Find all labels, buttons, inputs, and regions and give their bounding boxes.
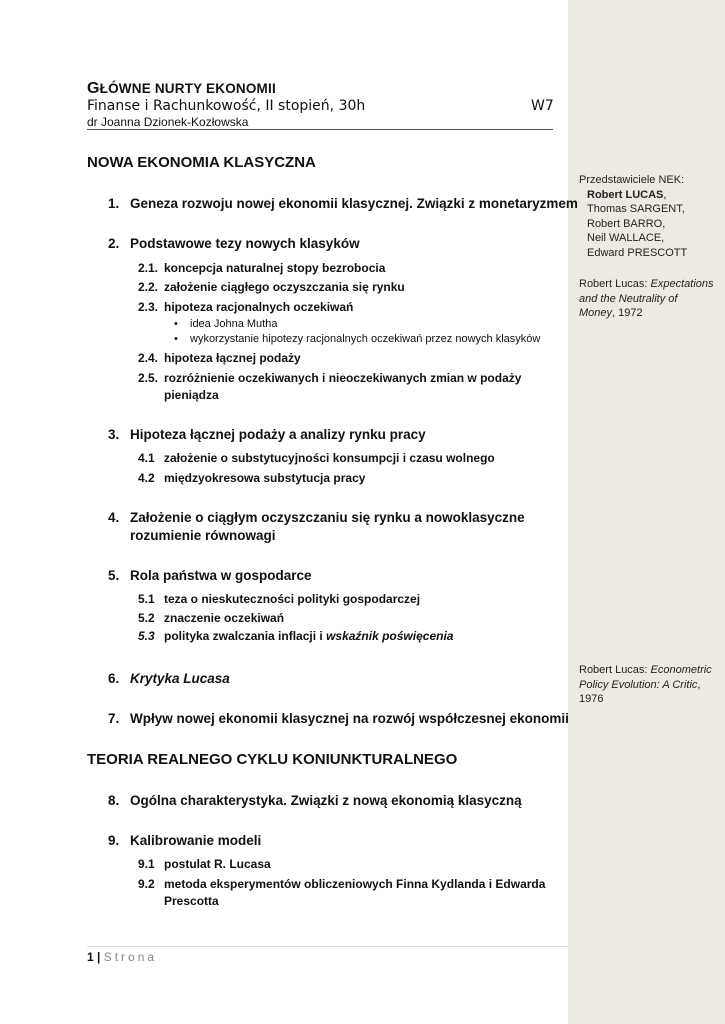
- author-name: dr Joanna Dzionek-Kozłowska: [87, 115, 249, 129]
- section-heading-rbc: TEORIA REALNEGO CYKLU KONIUNKTURALNEGO: [87, 751, 458, 768]
- page-footer: 1 | Strona: [87, 950, 158, 964]
- bullet-icon: •: [174, 318, 178, 330]
- footer-divider: [87, 946, 568, 947]
- page-number: 1: [87, 950, 94, 964]
- reference-note-1972: Robert Lucas: Expectations and the Neutrality of Money, 1972: [579, 278, 714, 320]
- reference-note-1976: Robert Lucas: Econometric Policy Evolution: A Critic, 1976: [579, 664, 712, 706]
- header-divider: [87, 129, 553, 130]
- course-subtitle: Finanse i Rachunkowość, II stopień, 30h: [87, 98, 366, 114]
- page-label: Strona: [103, 950, 158, 964]
- lecture-code: W7: [531, 98, 554, 114]
- course-title: GŁÓWNE NURTY EKONOMII: [87, 80, 276, 97]
- margin-notes-panel: [568, 0, 725, 1024]
- representatives-note: Przedstawiciele NEK: Robert LUCAS, Thomas SARGENT, Robert BARRO, Neil WALLACE, Edward PRESCOTT: [579, 174, 688, 259]
- bullet-icon: •: [174, 333, 178, 345]
- section-heading-nek: NOWA EKONOMIA KLASYCZNA: [87, 154, 316, 171]
